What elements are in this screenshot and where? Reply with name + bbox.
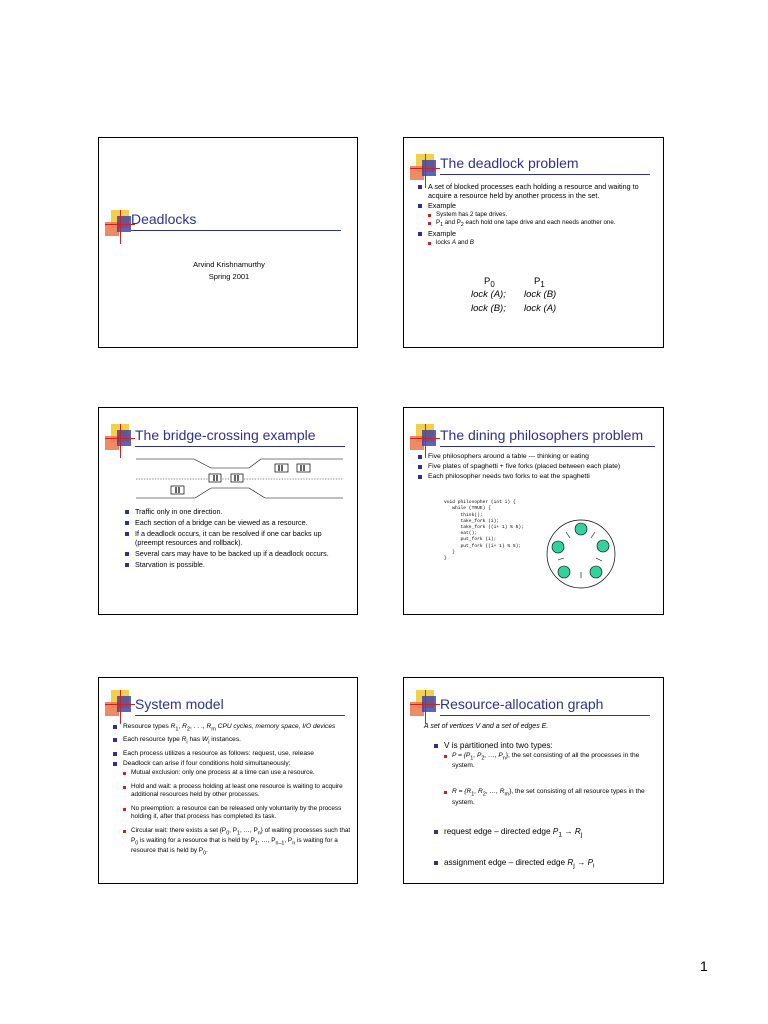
list-item: Each section of a bridge can be viewed as a resource.	[125, 518, 347, 527]
list-item: Circular wait: there exists a set {$P_0$, $P_1$, …, $P_n$} of waiting processes such that $P_0$ is waiting for a resource that is held by $P_1$, …, $P_{n-1}$, $P_n$ is waiting for a resource that is held by $P_0$.	[123, 827, 353, 858]
slide-bridge-crossing	[98, 407, 358, 615]
slide-title: The deadlock problem	[440, 155, 579, 171]
list-item: $P_1$ and $P_2$ each hold one tape drive and each needs another one.	[428, 219, 654, 229]
philosopher	[590, 566, 602, 578]
process-header-p1: $P_1$	[534, 276, 545, 289]
philosopher-code	[444, 494, 524, 575]
code-cell: lock (B)	[524, 289, 557, 300]
list-item: Hold and wait: a process holding at least one resource is waiting to acquire additional resources held by other processes.	[123, 783, 353, 799]
title-rule	[131, 230, 341, 231]
slide-deadlock-problem	[403, 137, 664, 348]
code-cell: lock (A);	[471, 289, 506, 300]
slide-logo-icon	[410, 690, 440, 724]
bullet-list	[125, 507, 347, 570]
slide-dining-philosophers	[403, 407, 664, 615]
list-item: $P = \{P_1$, $P_2$, …, $P_n$}, the set consisting of all the processes in the system.	[444, 752, 656, 770]
code-cell: lock (A)	[524, 303, 557, 314]
list-item: $R = \{R_1$, $R_2$, …, $R_m$}, the set consisting of all resource types in the system.	[444, 788, 656, 806]
bullet-list	[113, 722, 353, 857]
philosopher	[575, 523, 587, 535]
list-item: If a deadlock occurs, it can be resolved if one car backs up (preempt resources and rollback).	[125, 529, 347, 547]
slide-resource-allocation-graph	[403, 677, 664, 884]
code-line: put_fork (i);	[444, 537, 497, 543]
philosophers-table	[541, 514, 621, 594]
slide-logo-icon	[105, 690, 135, 724]
process-header-p0: $P_0$	[484, 276, 495, 289]
slide-title: The dining philosophers problem	[440, 427, 644, 443]
slide-title: Deadlocks	[131, 211, 197, 227]
code-line: }	[444, 556, 447, 562]
intro-text: A set of vertices V and a set of edges E.	[424, 723, 549, 730]
car	[171, 464, 310, 494]
slide-deadlocks	[98, 137, 358, 348]
page-number: 1	[700, 958, 708, 974]
list-item: No preemption: a resource can be released only voluntarily by the process holding it, after that process has completed its task.	[123, 805, 353, 821]
philosopher	[552, 541, 564, 553]
list-item: Example	[418, 229, 654, 238]
title-rule	[440, 715, 650, 716]
code-line: void philosopher (int i) {	[444, 500, 516, 506]
slide-system-model	[98, 677, 358, 884]
list-item: Mutual exclusion: only one process at a time can use a resource.	[123, 769, 353, 777]
list-item: Traffic only in one direction.	[125, 507, 347, 516]
list-item: Five plates of spaghetti + five forks (placed between each plate)	[418, 462, 658, 471]
title-rule	[135, 715, 345, 716]
code-line: }	[444, 549, 456, 555]
author-name: Arvind Krishnamurthy	[193, 260, 265, 269]
list-item: Each process utilizes a resource as follows: request, use, release	[113, 749, 353, 758]
list-item: Each resource type $R_i$ has $W_i$ instances.	[113, 735, 353, 747]
list-item: Starvation is possible.	[125, 560, 347, 569]
date: Spring 2001	[208, 272, 250, 281]
code-line: take_fork (i);	[444, 518, 500, 524]
bullet-list	[418, 452, 658, 482]
bullet-list	[418, 182, 654, 247]
list-item: locks A and B	[428, 239, 654, 247]
code-line: take_fork ((i+ 1) % 5);	[444, 525, 524, 531]
list-item: Deadlock can arise if four conditions hold simultaneously:	[113, 759, 353, 768]
title-rule	[440, 174, 650, 175]
list-item: A set of blocked processes each holding a resource and waiting to acquire a resource held by another process in the set.	[418, 182, 654, 200]
list-item: Resource types $R_1$, $R_2$, . . ., $R_m$ CPU cycles, memory space, I/O devices	[113, 722, 353, 734]
code-line: eat();	[444, 531, 478, 537]
code-line: while (TRUE) {	[444, 506, 491, 512]
list-item: Five philosophers around a table --- thinking or eating	[418, 452, 658, 461]
code-line: put_fork ((i+ 1) % 5);	[444, 543, 522, 549]
title-rule	[440, 446, 655, 447]
list-item: V is partitioned into two types:	[434, 741, 656, 751]
bullet-list	[434, 741, 656, 873]
philosopher	[597, 540, 609, 552]
list-item: Each philosopher needs two forks to eat the spaghetti	[418, 472, 658, 481]
code-cell: lock (B);	[471, 303, 506, 314]
philosopher	[558, 566, 570, 578]
slide-title: Resource-allocation graph	[440, 696, 604, 712]
list-item: Example	[418, 201, 654, 210]
slide-title: System model	[135, 696, 224, 712]
list-item: System has 2 tape drives.	[428, 211, 654, 219]
list-item: request edge – directed edge $P_1 \to R_j$	[434, 827, 656, 841]
slide-title: The bridge-crossing example	[135, 427, 316, 443]
list-item: Several cars may have to be backed up if a deadlock occurs.	[125, 549, 347, 558]
list-item: assignment edge – directed edge $R_j \to P_i$	[434, 858, 656, 872]
code-line: think();	[444, 512, 483, 518]
bridge-diagram	[99, 408, 359, 508]
